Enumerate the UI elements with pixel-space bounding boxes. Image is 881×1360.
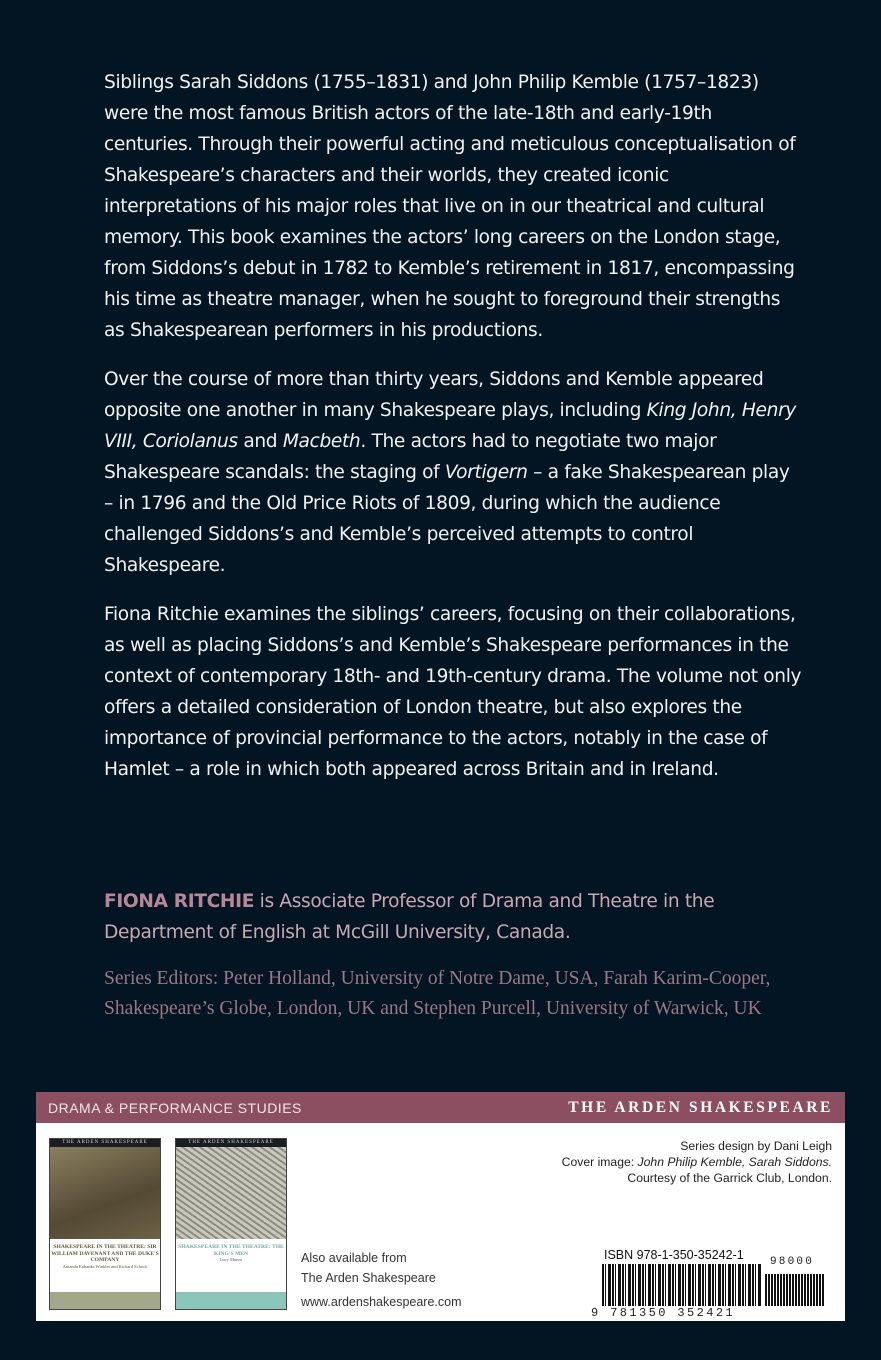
related-book-cover: THE ARDEN SHAKESPEARE SHAKESPEARE IN THE THEATRE: SIR WILLIAM DAVENANT AND THE DUKE'S COMPANY Amanda Eubanks Winkler and Richard Schoch [49, 1138, 161, 1310]
blurb [104, 67, 804, 803]
cover-image [176, 1147, 286, 1239]
price-code: 98000 [770, 1256, 815, 1268]
publisher-panel [36, 1092, 845, 1321]
cover-credits: Series design by Dani Leigh Cover image: John Philip Kemble, Sarah Siddons. Courtesy of the Garrick Club, London. [561, 1139, 832, 1185]
barcode [602, 1264, 762, 1306]
related-book-cover: THE ARDEN SHAKESPEARE SHAKESPEARE IN THE THEATRE: THE KING'S MEN Lucy Munro [175, 1138, 287, 1310]
author-name: FIONA RITCHIE [104, 891, 255, 912]
barcode-digits: 9 781350 352421 [591, 1306, 736, 1320]
isbn: ISBN 978-1-350-35242-1 [604, 1248, 744, 1262]
series-editors: Series Editors: Peter Holland, University of Notre Dame, USA, Farah Karim-Cooper, Shakespeare’s Globe, London, UK and Stephen Purcell, University of Warwick, UK [104, 968, 771, 1019]
price-barcode [765, 1274, 825, 1306]
blurb-paragraph-3: Fiona Ritchie examines the siblings’ careers, focusing on their collaborations, as well as placing Siddons’s and Kemble’s Shakespeare performances in the context of contemporary 18th- and 19th-century drama. The volume not only offers a detailed consideration of London theatre, but also explores the importance of provincial performance to the actors, notably in the case of Hamlet – a role in which both appeared across Britain and in Ireland. [104, 604, 802, 780]
blurb-paragraph-2: Over the course of more than thirty years, Siddons and Kemble appeared opposite one another in many Shakespeare plays, including King John, Henry VIII, Coriolanus and Macbeth. The actors had to negotiate two major Shakespeare scandals: the staging of Vortigern – a fake Shakespearean play – in 1796 and the Old Price Riots of 1809, during which the audience challenged Siddons’s and Kemble’s perceived attempts to control Shakespeare. [104, 369, 797, 576]
category-bar [36, 1092, 845, 1123]
publisher-logo: THE ARDEN SHAKESPEARE [568, 1098, 833, 1116]
website-link[interactable]: www.ardenshakespeare.com [301, 1295, 462, 1309]
cover-image [50, 1147, 160, 1239]
category-label: DRAMA & PERFORMANCE STUDIES [48, 1099, 302, 1116]
also-available: Also available from The Arden Shakespeare [301, 1251, 436, 1285]
author-bio: FIONA RITCHIE is Associate Professor of Drama and Theatre in the Department of English at McGill University, Canada. [104, 891, 715, 943]
blurb-paragraph-1: Siblings Sarah Siddons (1755–1831) and John Philip Kemble (1757–1823) were the most famous British actors of the late-18th and early-19th centuries. Through their powerful acting and meticulous conceptualisation of Shakespeare’s characters and their worlds, they created iconic interpretations of his major roles that live on in our theatrical and cultural memory. This book examines the actors’ long careers on the London stage, from Siddons’s debut in 1782 to Kemble’s retirement in 1817, encompassing his time as theatre manager, when he sought to foreground their strengths as Shakespearean performers in his productions. [104, 72, 796, 341]
